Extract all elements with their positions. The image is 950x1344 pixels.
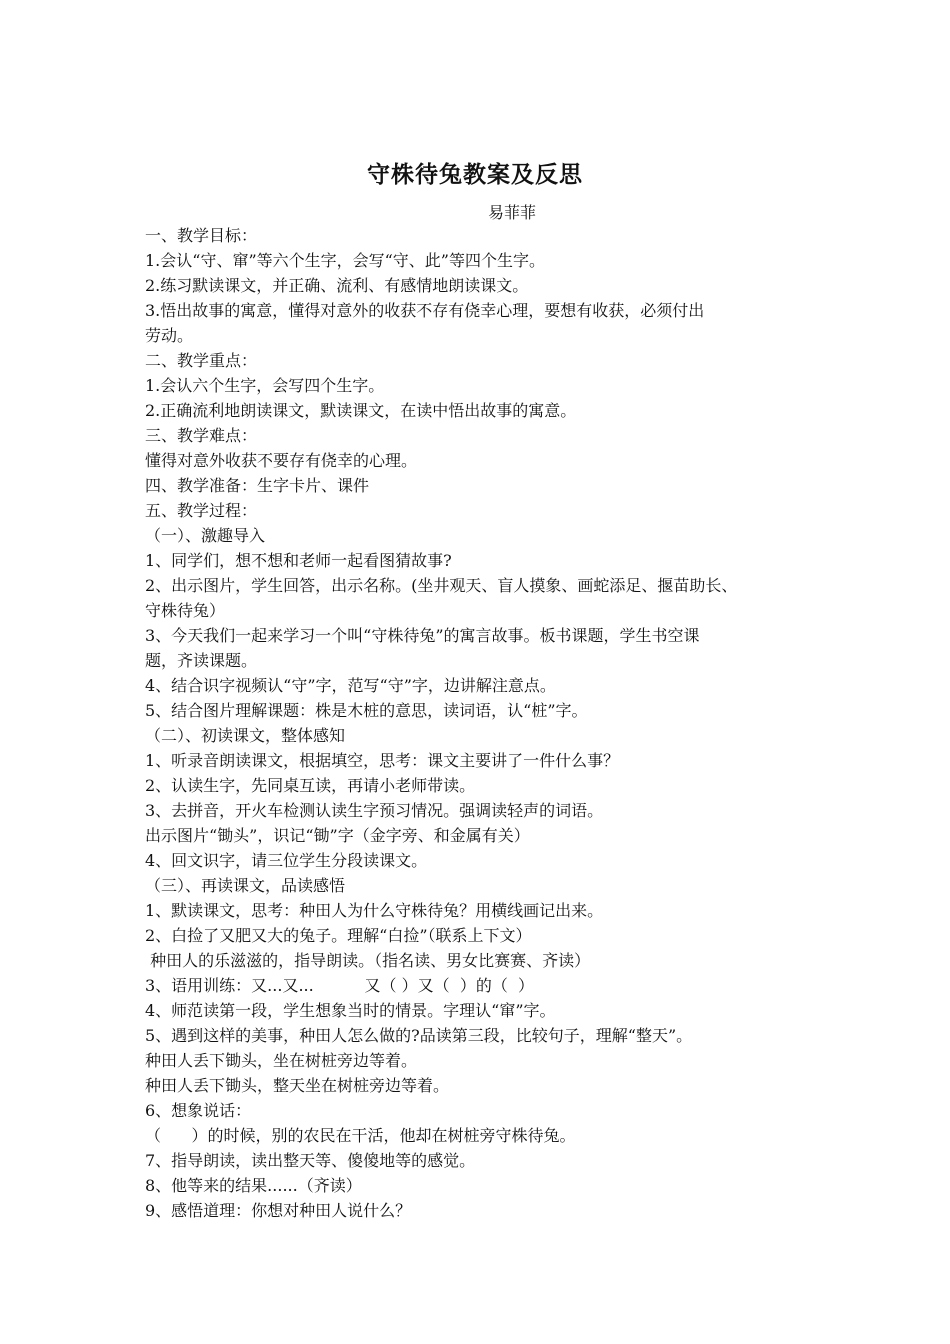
text-line: 守株待兔） xyxy=(145,601,226,620)
text-line: （三）、再读课文，品读感悟 xyxy=(145,876,346,895)
text-line: 4、回文识字，请三位学生分段读课文。 xyxy=(145,851,428,870)
text-line: 8、他等来的结果......（齐读） xyxy=(145,1176,362,1195)
text-line: 四、教学准备：生字卡片、课件 xyxy=(145,476,370,495)
text-line: 9、感悟道理：你想对种田人说什么？ xyxy=(145,1201,412,1220)
text-line: 7、指导朗读，读出整天等、傻傻地等的感觉。 xyxy=(145,1151,476,1170)
text-line: 2.正确流利地朗读课文，默读课文，在读中悟出故事的寓意。 xyxy=(145,401,577,420)
text-line: 2、白捡了又肥又大的兔子。理解“白捡”（联系上下文） xyxy=(145,926,532,945)
text-line: 3.悟出故事的寓意，懂得对意外的收获不存有侥幸心理，要想有收获，必须付出 xyxy=(145,301,705,320)
document-title: 守株待兔教案及反思 xyxy=(367,162,583,188)
text-line: 1.会认“守、窜”等六个生字，会写“守、此”等四个生字。 xyxy=(145,251,545,270)
text-line: 五、教学过程： xyxy=(145,501,258,520)
text-line: 种田人丢下锄头，整天坐在树桩旁边等着。 xyxy=(145,1076,450,1095)
text-line: （一）、激趣导入 xyxy=(145,526,266,545)
text-line: 2、出示图片，学生回答，出示名称。(坐井观天、盲人摸象、画蛇添足、揠苗助长、 xyxy=(145,576,738,595)
text-line: 一、教学目标： xyxy=(145,226,258,245)
text-line: 5、遇到这样的美事，种田人怎么做的?品读第三段，比较句子，理解“整天”。 xyxy=(145,1026,693,1045)
text-line: 三、教学难点： xyxy=(145,426,258,445)
document-body xyxy=(145,223,815,1223)
text-line: 种田人的乐滋滋的，指导朗读。（指名读、男女比赛赛、齐读） xyxy=(145,951,591,970)
text-line: （ ）的时候，别的农民在干活，他却在树桩旁守株待兔。 xyxy=(145,1126,576,1145)
text-line: 2.练习默读课文，并正确、流利、有感情地朗读课文。 xyxy=(145,276,529,295)
text-line: 出示图片“锄头”，识记“锄”字（金字旁、和金属有关） xyxy=(145,826,530,845)
text-line: 4、结合识字视频认“守”字，范写“守”字，边讲解注意点。 xyxy=(145,676,556,695)
text-line: （二）、初读课文，整体感知 xyxy=(145,726,346,745)
text-line: 1、同学们，想不想和老师一起看图猜故事? xyxy=(145,551,452,570)
text-line: 2、认读生字，先同桌互读，再请小老师带读。 xyxy=(145,776,476,795)
text-line: 1.会认六个生字，会写四个生字。 xyxy=(145,376,385,395)
text-line: 6、想象说话： xyxy=(145,1101,252,1120)
text-line: 3、语用训练：又...又... 又（ ）又（ ）的（ ） xyxy=(145,976,534,995)
text-line: 劳动。 xyxy=(145,326,194,345)
text-line: 4、师范读第一段，学生想象当时的情景。字理认“窜”字。 xyxy=(145,1001,556,1020)
text-line: 懂得对意外收获不要存有侥幸的心理。 xyxy=(145,451,418,470)
text-line: 二、教学重点： xyxy=(145,351,258,370)
text-line: 3、去拼音，开火车检测认读生字预习情况。强调读轻声的词语。 xyxy=(145,801,604,820)
text-line: 5、结合图片理解课题：株是木桩的意思，读词语，认“桩”字。 xyxy=(145,701,588,720)
text-line: 题，齐读课题。 xyxy=(145,651,258,670)
text-line: 3、今天我们一起来学习一个叫“守株待兔”的寓言故事。板书课题，学生书空课 xyxy=(145,626,700,645)
text-line: 种田人丢下锄头，坐在树桩旁边等着。 xyxy=(145,1051,418,1070)
text-line: 1、听录音朗读课文，根据填空，思考：课文主要讲了一件什么事？ xyxy=(145,751,620,770)
text-line: 1、默读课文，思考：种田人为什么守株待兔？用横线画记出来。 xyxy=(145,901,604,920)
author-name: 易菲菲 xyxy=(488,203,537,222)
